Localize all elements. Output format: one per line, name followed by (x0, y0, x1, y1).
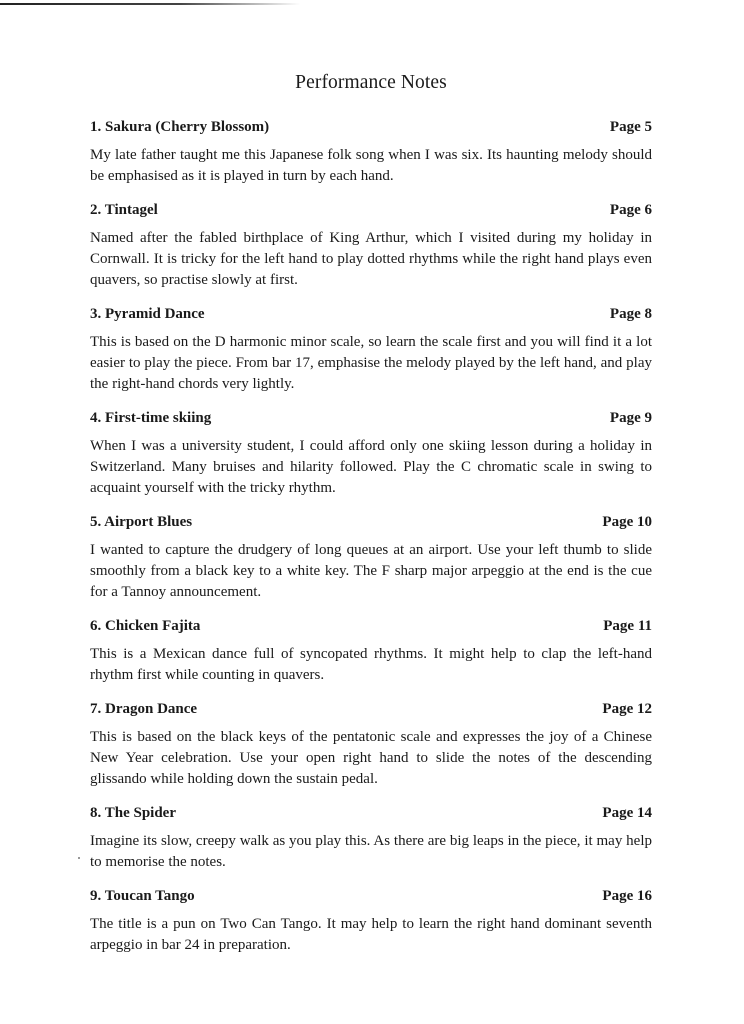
entry-description: This is based on the black keys of the pentatonic scale and expresses the joy of a Chinese New Year celebration. Use your open right hand to slide the notes of the descending glissando while holding down the sustain pedal. (90, 729, 652, 787)
entry-page-number: Page 6 (609, 202, 652, 218)
entry-page-number: Page 8 (609, 306, 652, 322)
scan-edge-line (0, 3, 300, 5)
entry-description: This is a Mexican dance full of syncopated rhythms. It might help to clap the left-hand rhythm first while counting in quavers. (90, 646, 652, 683)
entry-heading-row (90, 410, 652, 427)
entry-title: 8. The Spider (90, 805, 176, 821)
entry-heading-row (90, 202, 652, 219)
entry-9 (90, 888, 652, 956)
entry-title: 5. Airport Blues (90, 514, 193, 530)
entry-page-number: Page 16 (602, 888, 652, 904)
document-page (90, 72, 652, 971)
entry-heading-row (90, 805, 652, 822)
entry-title: 7. Dragon Dance (90, 701, 198, 717)
entry-description: Named after the fabled birthplace of King Arthur, which I visited during my holiday in Cornwall. It is tricky for the left hand to play dotted rhythms while the right hand plays even quavers, so practise slowly at first. (90, 230, 652, 288)
entry-heading-row (90, 618, 652, 635)
entry-description: Imagine its slow, creepy walk as you play this. As there are big leaps in the piece, it may help to memorise the notes. (90, 833, 652, 870)
entry-description: I wanted to capture the drudgery of long queues at an airport. Use your left thumb to slide smoothly from a black key to a white key. The F sharp major arpeggio at the end is the cue for a Tannoy announcement. (90, 542, 652, 600)
entry-2 (90, 202, 652, 291)
entry-7 (90, 701, 652, 790)
entry-heading-row (90, 306, 652, 323)
entry-page-number: Page 11 (603, 618, 652, 634)
entry-page-number: Page 9 (609, 410, 652, 426)
entry-5 (90, 514, 652, 603)
entry-3 (90, 306, 652, 395)
entry-description: My late father taught me this Japanese folk song when I was six. Its haunting melody should be emphasised as it is played in turn by each hand. (90, 147, 652, 184)
entry-description: This is based on the D harmonic minor scale, so learn the scale first and you will find it a lot easier to play the piece. From bar 17, emphasise the melody played by the left hand, and play the right-hand chords very lightly. (90, 334, 652, 392)
entry-description: The title is a pun on Two Can Tango. It may help to learn the right hand dominant seventh arpeggio in bar 24 in preparation. (90, 916, 652, 953)
entry-page-number: Page 14 (602, 805, 652, 821)
entry-page-number: Page 12 (602, 701, 652, 717)
entry-title: 3. Pyramid Dance (90, 306, 205, 322)
entry-title: 1. Sakura (Cherry Blossom) (90, 119, 270, 135)
entry-description: When I was a university student, I could afford only one skiing lesson during a holiday in Switzerland. Many bruises and hilarity followed. Play the C chromatic scale in swing to acquaint yourself with the tricky rhythm. (90, 438, 652, 496)
entry-6 (90, 618, 652, 686)
entry-1 (90, 119, 652, 187)
entry-heading-row (90, 119, 652, 136)
entry-4 (90, 410, 652, 499)
entry-page-number: Page 5 (609, 119, 652, 135)
entry-title: 9. Toucan Tango (90, 888, 195, 904)
entry-heading-row (90, 701, 652, 718)
entry-heading-row (90, 514, 652, 531)
entry-title: 6. Chicken Fajita (90, 618, 201, 634)
page-title: Performance Notes (295, 72, 447, 93)
entry-page-number: Page 10 (602, 514, 652, 530)
entry-heading-row (90, 888, 652, 905)
entry-8 (90, 805, 652, 873)
entry-title: 4. First-time skiing (90, 410, 212, 426)
entry-title: 2. Tintagel (90, 202, 158, 218)
scan-speck (78, 857, 80, 859)
